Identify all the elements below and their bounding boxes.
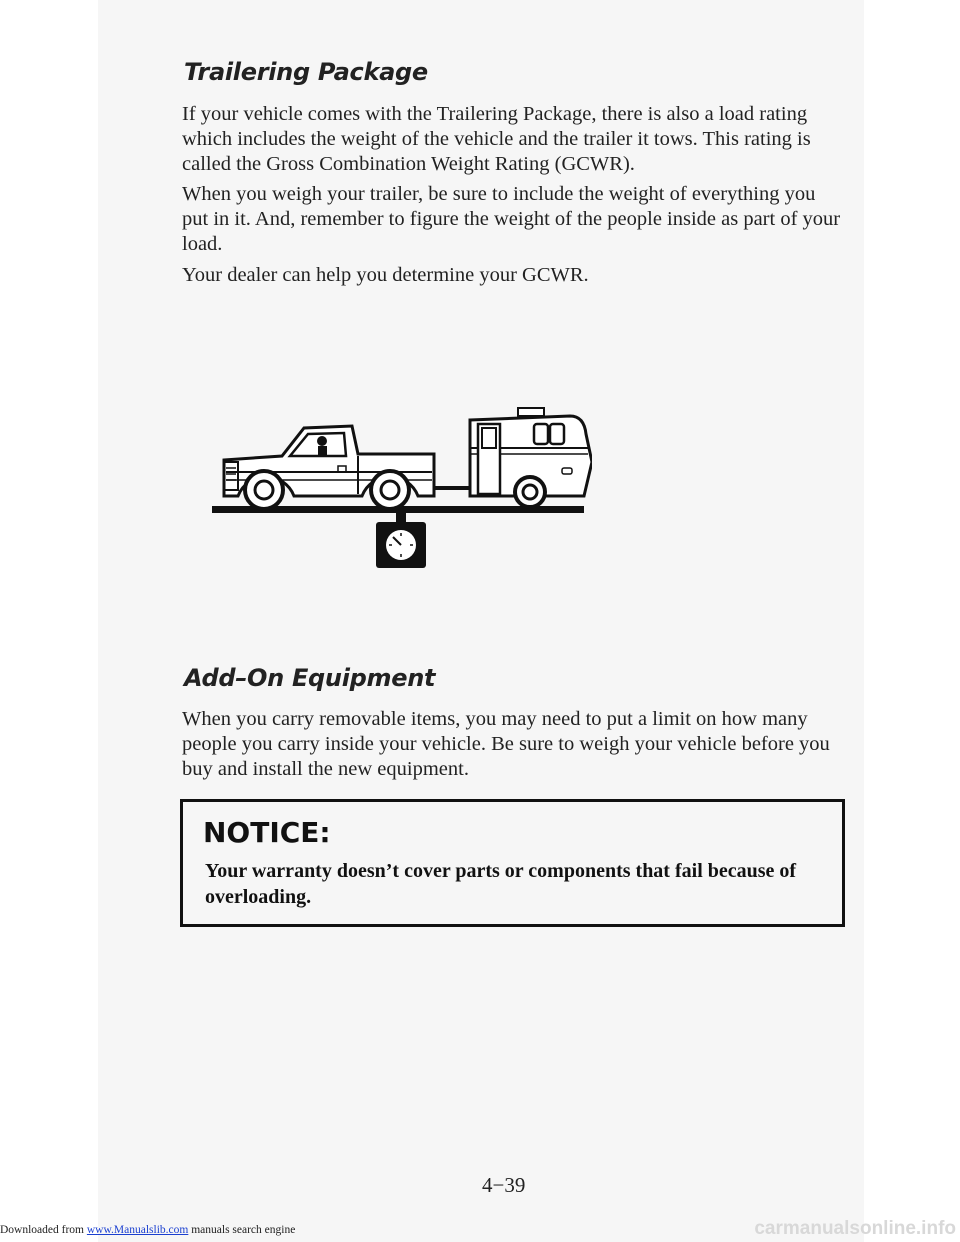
page-number: 4−39 <box>482 1173 526 1197</box>
notice-text: Your warranty doesn’t cover parts or components that fail because of overloading. <box>205 860 797 908</box>
truck-trailer-scale-icon <box>212 404 592 574</box>
paragraph-dealer-help: Your dealer can help you determine your GCWR. <box>182 264 589 286</box>
paragraph-weigh-trailer: When you weigh your trailer, be sure to include the weight of everything you put in it. And, remember to figure the weight of the people inside as part of your load. <box>182 183 841 255</box>
watermark-text: carmanualsonline.info <box>754 1218 956 1239</box>
section-heading-trailering: Trailering Package <box>184 58 428 86</box>
notice-title: NOTICE: <box>203 816 331 849</box>
manualslib-link[interactable]: www.Manualslib.com <box>86 1224 189 1236</box>
paragraph-removable-items: When you carry removable items, you may need to put a limit on how many people you carry inside your vehicle. Be sure to weigh your vehicle before you buy and install the new equipment. <box>182 708 830 780</box>
footer-suffix: manuals search engine <box>188 1224 296 1236</box>
section-heading-addon: Add–On Equipment <box>184 664 436 692</box>
notice-box <box>180 799 845 927</box>
paragraph-gcwr-definition: If your vehicle comes with the Trailering Package, there is also a load rating which includes the weight of the vehicle and the trailer it tows. This rating is called the Gross Combination Weight Rating (GCWR). <box>182 103 811 175</box>
footer-prefix: Downloaded from <box>0 1224 87 1236</box>
download-footer <box>0 1224 295 1236</box>
